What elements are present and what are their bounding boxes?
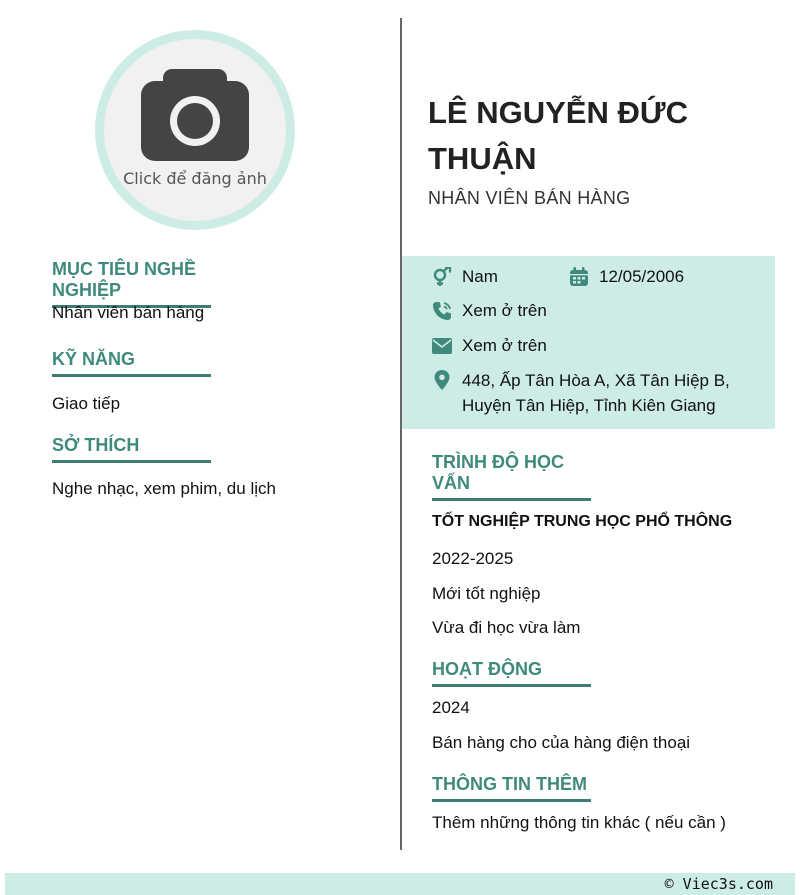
camera-icon [141, 67, 249, 161]
skills-title: KỸ NĂNG [52, 349, 211, 377]
footer-bar [5, 873, 795, 895]
address-value [462, 368, 730, 418]
extra-info-title: THÔNG TIN THÊM [432, 774, 591, 802]
gender-row [432, 267, 498, 287]
education-period: 2022-2025 [432, 549, 514, 568]
education-degree: TỐT NGHIỆP TRUNG HỌC PHỔ THÔNG [432, 513, 733, 530]
email-row [432, 336, 547, 356]
objective-title: MỤC TIÊU NGHỀ NGHIỆP [52, 259, 211, 308]
education-title: TRÌNH ĐỘ HỌC VẤN [432, 452, 591, 501]
objective-text: Nhân viên bán hàng [52, 303, 205, 322]
activities-text: Bán hàng cho của hàng điện thoại [432, 733, 691, 752]
calendar-icon [569, 267, 589, 287]
phone-value: Xem ở trên [462, 301, 547, 320]
personal-info-panel [402, 256, 775, 429]
job-position: NHÂN VIÊN BÁN HÀNG [428, 188, 631, 208]
location-pin-icon [432, 370, 452, 390]
gender-icon [432, 267, 452, 287]
avatar-upload[interactable] [95, 30, 295, 230]
email-value: Xem ở trên [462, 336, 547, 355]
activities-year: 2024 [432, 698, 470, 717]
address-row [432, 368, 730, 418]
education-note: Vừa đi học vừa làm [432, 618, 581, 637]
activities-title: HOẠT ĐỘNG [432, 659, 591, 687]
address-line-2: Huyện Tân Hiệp, Tỉnh Kiên Giang [462, 396, 716, 415]
left-column [0, 0, 400, 870]
hobbies-title: SỞ THÍCH [52, 435, 211, 463]
birthday-row [569, 267, 684, 287]
education-status: Mới tốt nghiệp [432, 584, 541, 603]
skills-text: Giao tiếp [52, 394, 121, 413]
extra-info-text: Thêm những thông tin khác ( nếu cần ) [432, 813, 726, 832]
right-column [402, 0, 800, 870]
address-line-1: 448, Ấp Tân Hòa A, Xã Tân Hiệp B, [462, 371, 730, 390]
hobbies-text: Nghe nhạc, xem phim, du lịch [52, 479, 276, 498]
phone-row [432, 301, 547, 321]
envelope-icon [432, 336, 452, 356]
phone-icon [432, 301, 452, 321]
avatar-caption: Click để đăng ảnh [123, 169, 267, 188]
birthday-value: 12/05/2006 [599, 267, 685, 286]
gender-value: Nam [462, 267, 498, 286]
candidate-name: LÊ NGUYỄN ĐỨC THUẬN [428, 95, 688, 176]
footer-credit: © Viec3s.com [664, 875, 773, 893]
